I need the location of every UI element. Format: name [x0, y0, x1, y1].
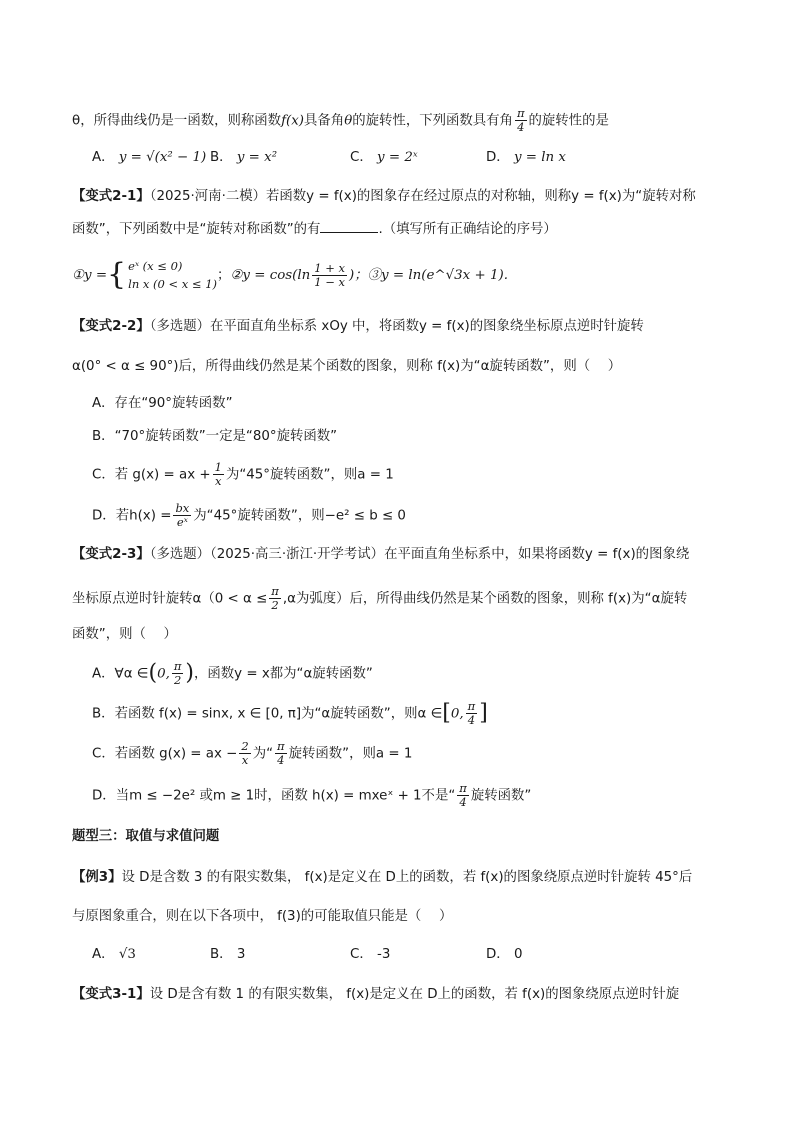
- variant-2-2-option-d: D．若h(x) = $\frac{bx}{\text{eˣ}}$ 为“45°旋转函数”，则−e² ≤ b ≤ 0: [92, 501, 406, 529]
- text-segment: 函数”，下列函数中是“旋转对称函数”的有: [72, 222, 321, 237]
- variant-2-3-line-2: 坐标原点逆时针旋转α（0 < α ≤ $\frac{\pi}{2}$ ,α为弧度）后，所得曲线仍然是某个函数的图象，则称 f(x)为“α旋转: [72, 584, 688, 612]
- separator: ；: [217, 268, 231, 283]
- fraction-pi-over-4: $\frac{\pi}{4}$: [277, 739, 285, 767]
- example-3-option-b: B． 3: [210, 947, 246, 962]
- option-b: B． y = x²: [210, 150, 278, 165]
- fraction-pi-over-4: $\frac{\pi}{4}$: [516, 106, 525, 134]
- variant-2-3-option-a: A．∀α ∈(0, $\frac{\pi}{2}$ )，函数y = x都为“α旋转函数”: [92, 659, 373, 687]
- variant-2-3-option-c: C．若函数 g(x) = ax − $\frac{2}{x}$ 为“ $\frac{\pi}{4}$ 旋转函数”，则a = 1: [92, 739, 413, 767]
- example-3-option-d: D． 0: [486, 947, 523, 962]
- example-3-line-2: 与原图象重合，则在以下各项中， f(3)的可能取值只能是（ ）: [72, 909, 453, 924]
- option-d: D． y = ln x: [486, 150, 566, 165]
- fraction-1-over-x: $\frac{1}{x}$: [214, 460, 222, 488]
- variant-2-2-option-c: C．若 g(x) = ax + $\frac{1}{x}$ 为“45°旋转函数”，则a = 1: [92, 460, 394, 488]
- math-fx: f(x): [281, 113, 305, 129]
- variant-tag: 【变式3-1】: [72, 987, 150, 1002]
- variant-2-3-option-d: D．当m ≤ −2e² 或m ≥ 1时，函数 h(x) = mxeˣ + 1不是“ $\frac{\pi}{4}$ 旋转函数”: [92, 781, 532, 809]
- choice-1-label: ①y =: [72, 268, 108, 283]
- answer-blank[interactable]: [320, 218, 378, 233]
- variant-2-2-option-a: A．存在“90°旋转函数”: [92, 396, 233, 411]
- variant-2-1-line-2: [72, 218, 557, 240]
- text-segment: （多选题）（2025·高三·浙江·开学考试）在平面直角坐标系中，如果将函数y = f(x)的图象绕: [149, 547, 690, 562]
- variant-tag: 【变式2-3】: [72, 547, 150, 562]
- variant-2-2-line-1: [72, 317, 644, 337]
- text-segment: （2025·河南·二模）若函数y = f(x)的图象存在经过原点的对称轴，则称y = f(x)为“旋转对称: [149, 189, 696, 204]
- text-segment: .（填写所有正确结论的序号）: [378, 222, 557, 237]
- choice-2: ②y = cos(ln: [230, 268, 311, 283]
- variant-2-1-choices: [72, 257, 508, 294]
- fraction-2-over-x: $\frac{2}{x}$: [241, 739, 249, 767]
- fraction-bx-over-ex: $\frac{bx}{\text{eˣ}}$: [175, 501, 190, 529]
- piecewise-brace: {: [107, 257, 127, 292]
- fraction-1px-over-1mx: $\frac{1 + x}{1 - x}$: [314, 260, 346, 289]
- variant-2-1-line-1: [72, 187, 696, 207]
- text-segment: θ，所得曲线仍是一函数，则称函数: [72, 113, 282, 129]
- variant-2-3-line-1: [72, 545, 689, 565]
- text-segment: （多选题）在平面直角坐标系 xOy 中，将函数y = f(x)的图象绕坐标原点逆时针旋转: [149, 319, 644, 334]
- variant-2-2-option-b: B．“70°旋转函数”一定是“80°旋转函数”: [92, 429, 338, 444]
- option-c: C． y = 2ˣ: [350, 150, 418, 165]
- example-tag: 【例3】: [72, 870, 122, 885]
- fraction-pi-over-4: $\frac{\pi}{4}$: [467, 699, 476, 727]
- choice-3: ③y = ln(e^√3x + 1).: [367, 268, 508, 283]
- example-3-option-c: C． -3: [350, 947, 391, 962]
- option-a: A． y = √(x² − 1): [92, 150, 207, 165]
- variant-2-3-option-b: B．若函数 f(x) = sinx, x ∈ [0, π]为“α旋转函数”，则α ∈[0, $\frac{\pi}{4}$ ]: [92, 699, 488, 727]
- piecewise-cases: eˣ (x ≤ 0) ln x (0 < x ≤ 1): [128, 259, 218, 291]
- text-segment: 具备角: [304, 113, 345, 129]
- variant-tag: 【变式2-2】: [72, 319, 150, 334]
- variant-2-3-line-3: 函数”，则（ ）: [72, 627, 177, 642]
- variant-tag: 【变式2-1】: [72, 189, 150, 204]
- variant-2-2-line-2: [72, 357, 621, 377]
- fraction-pi-over-4: $\frac{\pi}{4}$: [459, 781, 467, 809]
- fraction-pi-over-2: $\frac{\pi}{2}$: [271, 584, 279, 612]
- fraction-pi-over-2: $\frac{\pi}{2}$: [173, 659, 182, 687]
- text-segment: α(0° < α ≤ 90°)后，所得曲线仍然是某个函数的图象，则称 f(x)为“α旋转函数”，则（ ）: [72, 359, 622, 374]
- text-segment: 的旋转性的是: [528, 113, 609, 129]
- question-continuation-line: [72, 107, 609, 134]
- variant-3-1-line-1: 【变式3-1】设 D是含有数 1 的有限实数集， f(x)是定义在 D上的函数，若 f(x)的图象绕原点逆时针旋: [72, 987, 680, 1002]
- text-segment: 的旋转性，下列函数具有角: [352, 113, 513, 129]
- math-theta: θ: [344, 113, 353, 129]
- section-heading: 题型三：取值与求值问题: [72, 829, 220, 844]
- example-3-option-a: A． √3: [92, 947, 136, 962]
- choice-2-end: )；: [349, 268, 368, 283]
- example-3-line-1: 【例3】设 D是含数 3 的有限实数集， f(x)是定义在 D上的函数，若 f(x)的图象绕原点逆时针旋转 45°后: [72, 870, 693, 885]
